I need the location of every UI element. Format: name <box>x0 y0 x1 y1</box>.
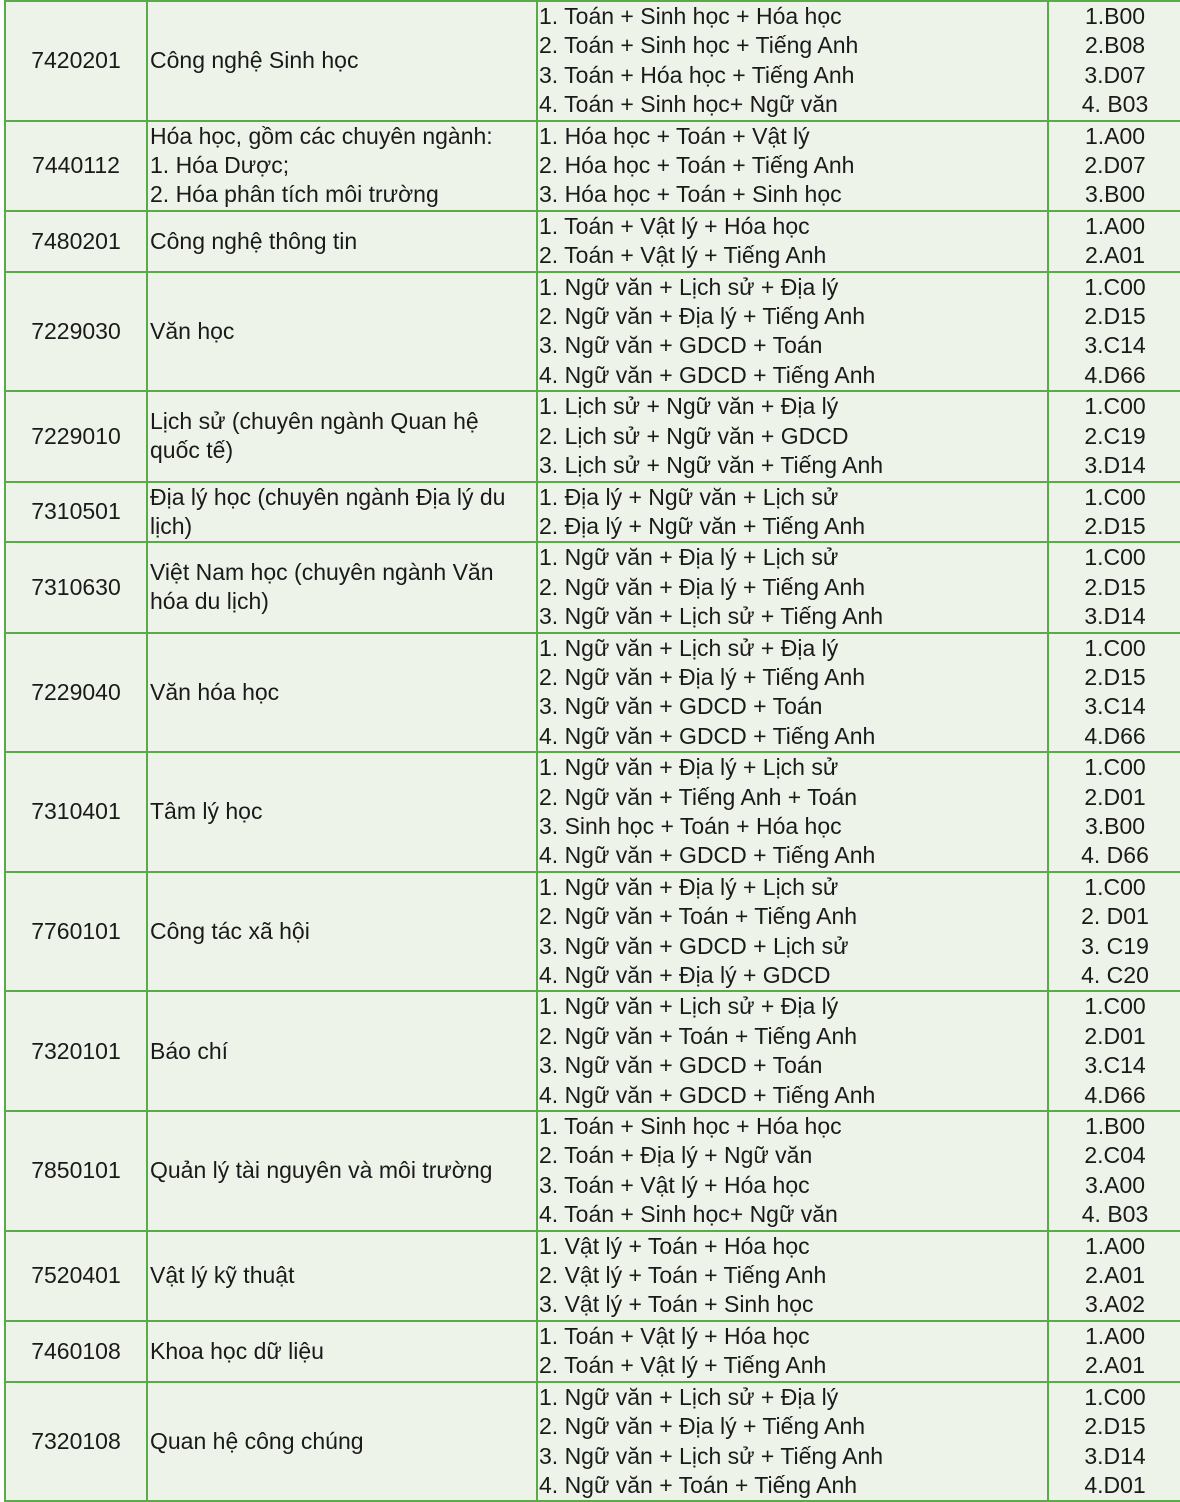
subject-combination: 2. Địa lý + Ngữ văn + Tiếng Anh <box>539 512 866 539</box>
table-row <box>5 121 1180 211</box>
exam-block-code: 4.D01 <box>1084 1471 1146 1498</box>
subject-combination: 2. Hóa học + Toán + Tiếng Anh <box>539 152 855 179</box>
admission-table <box>4 0 1180 1502</box>
exam-block-code: 2.C19 <box>1084 422 1146 449</box>
subject-combination: 4. Ngữ văn + Địa lý + GDCD <box>539 962 831 988</box>
exam-block-code: 1.B00 <box>1084 3 1146 29</box>
table-row <box>5 542 1180 632</box>
exam-block-code: 4.D66 <box>1084 722 1146 749</box>
exam-block-codes-cell <box>1048 1 1180 121</box>
table-row <box>5 272 1180 392</box>
exam-block-codes-cell <box>1048 1382 1180 1502</box>
exam-block-code: 3.D14 <box>1084 452 1146 479</box>
major-name-cell <box>147 542 537 632</box>
subject-combinations-cell <box>537 1382 1048 1502</box>
subject-combination: 1. Ngữ văn + Địa lý + Lịch sử <box>539 754 839 781</box>
exam-block-codes-cell <box>1048 272 1180 392</box>
exam-block-code: 2.D15 <box>1084 663 1146 690</box>
major-code-cell: 7229040 <box>5 633 147 753</box>
subject-combination: 3. Lịch sử + Ngữ văn + Tiếng Anh <box>539 452 884 479</box>
subject-combination: 1. Ngữ văn + Địa lý + Lịch sử <box>539 873 839 900</box>
exam-block-code: 1.C00 <box>1084 1383 1146 1410</box>
exam-block-code: 1.C00 <box>1084 393 1146 420</box>
exam-block-code: 4.D66 <box>1084 361 1146 388</box>
major-code-cell: 7440112 <box>5 121 147 211</box>
subject-combination: 2. Ngữ văn + Địa lý + Tiếng Anh <box>539 1413 866 1440</box>
exam-block-code: 3.D07 <box>1084 61 1146 88</box>
subject-combination: 4. Ngữ văn + GDCD + Tiếng Anh <box>539 1081 876 1108</box>
subject-combination: 2. Ngữ văn + Toán + Tiếng Anh <box>539 1022 858 1049</box>
exam-block-code: 2.B08 <box>1084 32 1146 59</box>
subject-combination: 2. Ngữ văn + Toán + Tiếng Anh <box>539 903 858 930</box>
exam-block-code: 1.C00 <box>1084 873 1146 900</box>
subject-combination: 4. Toán + Sinh học+ Ngữ văn <box>539 91 838 118</box>
exam-block-code: 3.C14 <box>1084 332 1146 359</box>
subject-combination: 1. Địa lý + Ngữ văn + Lịch sử <box>539 483 839 510</box>
subject-combination: 1. Ngữ văn + Lịch sử + Địa lý <box>539 993 839 1020</box>
major-name-line: Văn hóa học <box>150 678 280 705</box>
major-code-cell: 7480201 <box>5 211 147 272</box>
major-name-line: Báo chí <box>150 1037 228 1064</box>
exam-block-code: 2.D07 <box>1084 152 1146 179</box>
exam-block-code: 3.B00 <box>1084 181 1146 208</box>
exam-block-code: 2.D15 <box>1084 303 1146 330</box>
subject-combination: 3. Vật lý + Toán + Sinh học <box>539 1291 814 1318</box>
table-row <box>5 211 1180 272</box>
subject-combinations-cell <box>537 872 1048 992</box>
subject-combinations-cell <box>537 121 1048 211</box>
major-name-line: Công nghệ thông tin <box>150 227 358 254</box>
table-row <box>5 1321 1180 1382</box>
exam-block-code: 3.A00 <box>1084 1171 1146 1198</box>
admission-table-body <box>5 1 1180 1501</box>
subject-combination: 1. Toán + Vật lý + Hóa học <box>539 1322 810 1349</box>
exam-block-codes-cell <box>1048 633 1180 753</box>
exam-block-code: 3.C14 <box>1084 1052 1146 1079</box>
table-row <box>5 1 1180 121</box>
subject-combinations-cell <box>537 542 1048 632</box>
table-row <box>5 991 1180 1111</box>
exam-block-codes-cell <box>1048 482 1180 543</box>
exam-block-code: 4. C20 <box>1081 962 1149 988</box>
subject-combinations-cell <box>537 1 1048 121</box>
subject-combination: 3. Hóa học + Toán + Sinh học <box>539 181 842 208</box>
major-name-line: quốc tế) <box>150 437 234 464</box>
subject-combination: 3. Ngữ văn + Lịch sử + Tiếng Anh <box>539 1442 884 1469</box>
major-name-line: 2. Hóa phân tích môi trường <box>150 181 439 208</box>
subject-combinations-cell <box>537 752 1048 872</box>
major-name-line: hóa du lịch) <box>150 588 269 615</box>
subject-combination: 4. Toán + Sinh học+ Ngữ văn <box>539 1201 838 1228</box>
exam-block-code: 1.C00 <box>1084 634 1146 661</box>
major-name-cell <box>147 211 537 272</box>
exam-block-code: 1.A00 <box>1084 1322 1146 1349</box>
exam-block-code: 3.B00 <box>1084 812 1146 839</box>
major-code-cell: 7310401 <box>5 752 147 872</box>
subject-combination: 1. Ngữ văn + Lịch sử + Địa lý <box>539 1383 839 1410</box>
major-name-cell <box>147 1382 537 1502</box>
major-name-line: Quan hệ công chúng <box>150 1427 364 1454</box>
exam-block-code: 3. C19 <box>1081 932 1149 959</box>
major-name-cell <box>147 391 537 481</box>
exam-block-code: 1.A00 <box>1084 122 1146 149</box>
exam-block-code: 3.C14 <box>1084 693 1146 720</box>
table-row <box>5 1231 1180 1321</box>
table-row <box>5 872 1180 992</box>
subject-combination: 4. Ngữ văn + Toán + Tiếng Anh <box>539 1471 858 1498</box>
major-name-line: Văn học <box>150 317 235 344</box>
subject-combination: 2. Toán + Địa lý + Ngữ văn <box>539 1142 813 1169</box>
major-name-cell <box>147 991 537 1111</box>
major-code-cell: 7229010 <box>5 391 147 481</box>
exam-block-code: 2.D01 <box>1084 1022 1146 1049</box>
major-code-cell: 7760101 <box>5 872 147 992</box>
subject-combinations-cell <box>537 991 1048 1111</box>
exam-block-codes-cell <box>1048 872 1180 992</box>
subject-combination: 3. Ngữ văn + GDCD + Lịch sử <box>539 932 849 959</box>
subject-combination: 1. Lịch sử + Ngữ văn + Địa lý <box>539 393 839 420</box>
subject-combination: 4. Ngữ văn + GDCD + Tiếng Anh <box>539 842 876 869</box>
subject-combination: 2. Ngữ văn + Địa lý + Tiếng Anh <box>539 663 866 690</box>
subject-combinations-cell <box>537 211 1048 272</box>
table-row <box>5 633 1180 753</box>
exam-block-codes-cell <box>1048 1321 1180 1382</box>
major-name-cell <box>147 272 537 392</box>
subject-combination: 1. Ngữ văn + Địa lý + Lịch sử <box>539 544 839 571</box>
major-code-cell: 7229030 <box>5 272 147 392</box>
exam-block-code: 3.D14 <box>1084 1442 1146 1469</box>
major-name-cell <box>147 872 537 992</box>
subject-combination: 3. Toán + Hóa học + Tiếng Anh <box>539 61 855 88</box>
major-name-cell <box>147 1321 537 1382</box>
major-name-cell <box>147 1231 537 1321</box>
exam-block-codes-cell <box>1048 752 1180 872</box>
major-name-line: Hóa học, gồm các chuyên ngành: <box>150 122 493 149</box>
exam-block-code: 2.A01 <box>1084 242 1146 269</box>
major-code-cell: 7320101 <box>5 991 147 1111</box>
table-row <box>5 391 1180 481</box>
exam-block-code: 1.C00 <box>1084 483 1146 510</box>
major-name-line: Địa lý học (chuyên ngành Địa lý du <box>150 483 506 510</box>
subject-combinations-cell <box>537 1321 1048 1382</box>
major-name-cell <box>147 1111 537 1231</box>
subject-combination: 3. Ngữ văn + Lịch sử + Tiếng Anh <box>539 603 884 630</box>
subject-combination: 3. Ngữ văn + GDCD + Toán <box>539 1052 823 1079</box>
exam-block-codes-cell <box>1048 542 1180 632</box>
exam-block-codes-cell <box>1048 1231 1180 1321</box>
subject-combinations-cell <box>537 391 1048 481</box>
major-name-line: 1. Hóa Dược; <box>150 152 290 179</box>
exam-block-codes-cell <box>1048 391 1180 481</box>
subject-combination: 2. Toán + Vật lý + Tiếng Anh <box>539 1352 827 1379</box>
subject-combination: 2. Ngữ văn + Tiếng Anh + Toán <box>539 783 858 810</box>
major-name-line: lịch) <box>150 512 193 539</box>
major-code-cell: 7460108 <box>5 1321 147 1382</box>
major-name-line: Công tác xã hội <box>150 917 310 944</box>
exam-block-code: 1.C00 <box>1084 993 1146 1020</box>
subject-combination: 2. Ngữ văn + Địa lý + Tiếng Anh <box>539 573 866 600</box>
subject-combination: 3. Ngữ văn + GDCD + Toán <box>539 332 823 359</box>
exam-block-code: 2.D15 <box>1084 1413 1146 1440</box>
exam-block-code: 1.C00 <box>1084 754 1146 781</box>
major-name-cell <box>147 1 537 121</box>
major-code-cell: 7310630 <box>5 542 147 632</box>
major-name-line: Quản lý tài nguyên và môi trường <box>150 1157 493 1184</box>
exam-block-code: 3.D14 <box>1084 603 1146 630</box>
subject-combination: 2. Ngữ văn + Địa lý + Tiếng Anh <box>539 303 866 330</box>
subject-combination: 1. Ngữ văn + Lịch sử + Địa lý <box>539 634 839 661</box>
subject-combination: 3. Sinh học + Toán + Hóa học <box>539 812 842 839</box>
major-name-cell <box>147 121 537 211</box>
subject-combinations-cell <box>537 1111 1048 1231</box>
major-name-line: Tâm lý học <box>150 798 263 825</box>
major-code-cell: 7320108 <box>5 1382 147 1502</box>
exam-block-code: 2.D01 <box>1084 783 1146 810</box>
exam-block-code: 2.A01 <box>1084 1262 1146 1289</box>
exam-block-codes-cell <box>1048 991 1180 1111</box>
subject-combination: 4. Ngữ văn + GDCD + Tiếng Anh <box>539 722 876 749</box>
exam-block-code: 2.A01 <box>1084 1352 1146 1379</box>
subject-combination: 2. Toán + Sinh học + Tiếng Anh <box>539 32 859 59</box>
subject-combination: 3. Ngữ văn + GDCD + Toán <box>539 693 823 720</box>
subject-combinations-cell <box>537 272 1048 392</box>
major-name-line: Lịch sử (chuyên ngành Quan hệ <box>150 407 479 434</box>
subject-combination: 2. Toán + Vật lý + Tiếng Anh <box>539 242 827 269</box>
subject-combination: 4. Ngữ văn + GDCD + Tiếng Anh <box>539 361 876 388</box>
subject-combination: 1. Toán + Vật lý + Hóa học <box>539 212 810 239</box>
exam-block-code: 4. B03 <box>1081 1201 1149 1228</box>
major-code-cell: 7420201 <box>5 1 147 121</box>
major-name-line: Việt Nam học (chuyên ngành Văn <box>150 559 494 586</box>
table-row <box>5 1382 1180 1502</box>
major-name-cell <box>147 482 537 543</box>
table-row <box>5 752 1180 872</box>
exam-block-code: 1.C00 <box>1084 544 1146 571</box>
exam-block-code: 1.B00 <box>1084 1113 1146 1140</box>
exam-block-code: 1.C00 <box>1084 273 1146 300</box>
exam-block-codes-cell <box>1048 1111 1180 1231</box>
subject-combinations-cell <box>537 482 1048 543</box>
exam-block-code: 2.C04 <box>1084 1142 1146 1169</box>
subject-combinations-cell <box>537 633 1048 753</box>
exam-block-codes-cell <box>1048 121 1180 211</box>
subject-combination: 1. Hóa học + Toán + Vật lý <box>539 122 810 149</box>
major-name-line: Vật lý kỹ thuật <box>150 1262 295 1289</box>
subject-combination: 2. Vật lý + Toán + Tiếng Anh <box>539 1262 827 1289</box>
major-name-cell <box>147 633 537 753</box>
exam-block-code: 2.D15 <box>1084 512 1146 539</box>
major-code-cell: 7850101 <box>5 1111 147 1231</box>
exam-block-code: 4. B03 <box>1081 91 1149 118</box>
major-code-cell: 7520401 <box>5 1231 147 1321</box>
exam-block-code: 4.D66 <box>1084 1081 1146 1108</box>
exam-block-code: 2. D01 <box>1081 903 1149 930</box>
major-name-cell <box>147 752 537 872</box>
exam-block-code: 1.A00 <box>1084 1232 1146 1259</box>
admission-table-wrapper <box>4 0 1176 1502</box>
exam-block-code: 1.A00 <box>1084 212 1146 239</box>
major-name-line: Công nghệ Sinh học <box>150 47 359 74</box>
major-code-cell: 7310501 <box>5 482 147 543</box>
subject-combination: 1. Ngữ văn + Lịch sử + Địa lý <box>539 273 839 300</box>
subject-combination: 2. Lịch sử + Ngữ văn + GDCD <box>539 422 849 449</box>
subject-combination: 1. Toán + Sinh học + Hóa học <box>539 3 842 29</box>
exam-block-code: 2.D15 <box>1084 573 1146 600</box>
exam-block-code: 3.A02 <box>1084 1291 1146 1318</box>
exam-block-code: 4. D66 <box>1081 842 1149 869</box>
subject-combination: 1. Toán + Sinh học + Hóa học <box>539 1113 842 1140</box>
table-row <box>5 1111 1180 1231</box>
table-row <box>5 482 1180 543</box>
subject-combination: 3. Toán + Vật lý + Hóa học <box>539 1171 810 1198</box>
subject-combination: 1. Vật lý + Toán + Hóa học <box>539 1232 810 1259</box>
major-name-line: Khoa học dữ liệu <box>150 1337 324 1364</box>
subject-combinations-cell <box>537 1231 1048 1321</box>
exam-block-codes-cell <box>1048 211 1180 272</box>
